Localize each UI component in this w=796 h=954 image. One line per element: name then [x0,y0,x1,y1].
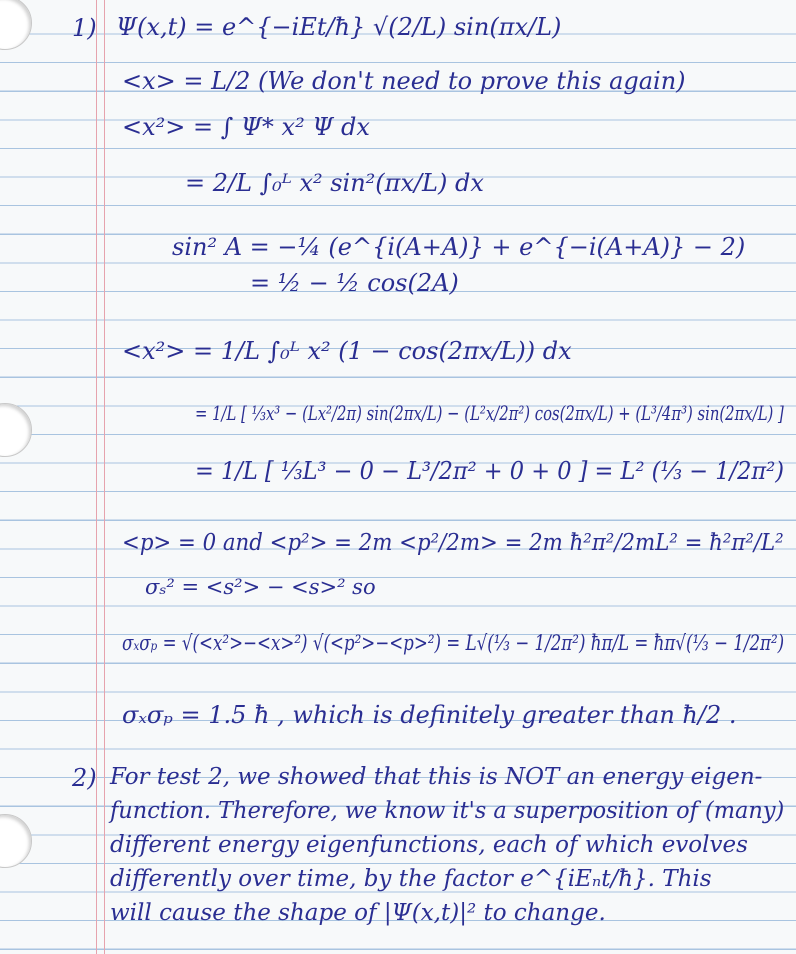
problem-1-number: 1) [72,14,97,42]
expectation-x-line: <x> = L/2 (We don't need to prove this again) [122,67,686,95]
wavefunction-line: Ψ(x,t) = e^{−iEt/ħ} √(2/L) sin(πx/L) [116,13,562,41]
momentum-expectations: <p> = 0 and <p²> = 2m <p²/2m> = 2m ħ²π²/2mL² = ħ²π²/L² [122,530,784,556]
expectation-x2-integral: <x²> = ∫ Ψ* x² Ψ dx [122,113,370,141]
problem-2-line-5: will cause the shape of |Ψ(x,t)|² to change. [110,900,606,926]
margin-line-left [96,0,97,954]
problem-2-line-4: differently over time, by the factor e^{iEₙt/ħ}. This [110,866,712,892]
expectation-x2-expanded: <x²> = 1/L ∫₀ᴸ x² (1 − cos(2πx/L)) dx [122,337,572,365]
expectation-x2-substitution: = 2/L ∫₀ᴸ x² sin²(πx/L) dx [185,169,484,197]
expectation-x2-result: = 1/L [ ⅓L³ − 0 − L³/2π² + 0 + 0 ] = L² (⅓ − 1/2π²) [195,457,784,485]
integration-by-parts-result: = 1/L [ ⅓x³ − (Lx²/2π) sin(2πx/L) − (L²x/2π²) cos(2πx/L) + (L³/4π³) sin(2πx/L) ] [195,401,784,425]
binder-hole-middle [0,403,32,457]
variance-definition: σₛ² = <s²> − <s>² so [145,575,376,599]
uncertainty-product: σₓσₚ = √(<x²>−<x>²) √(<p²>−<p>²) = L√(⅓ − 1/2π²) ħπ/L = ħπ√(⅓ − 1/2π²) [122,631,785,655]
problem-2-line-3: different energy eigenfunctions, each of which evolves [110,832,748,858]
sin-squared-identity: sin² A = −¼ (e^{i(A+A)} + e^{−i(A+A)} − 2) [172,233,746,261]
problem-2-number: 2) [72,764,97,792]
uncertainty-conclusion: σₓσₚ = 1.5 ħ , which is definitely greater than ħ/2 . [122,701,737,729]
margin-line-right [104,0,105,954]
sin-squared-simplified: = ½ − ½ cos(2A) [250,269,459,297]
binder-hole-top [0,0,32,50]
problem-2-line-2: function. Therefore, we know it's a superposition of (many) [110,798,785,824]
binder-hole-bottom [0,814,32,868]
problem-2-line-1: For test 2, we showed that this is NOT an energy eigen- [110,764,763,790]
